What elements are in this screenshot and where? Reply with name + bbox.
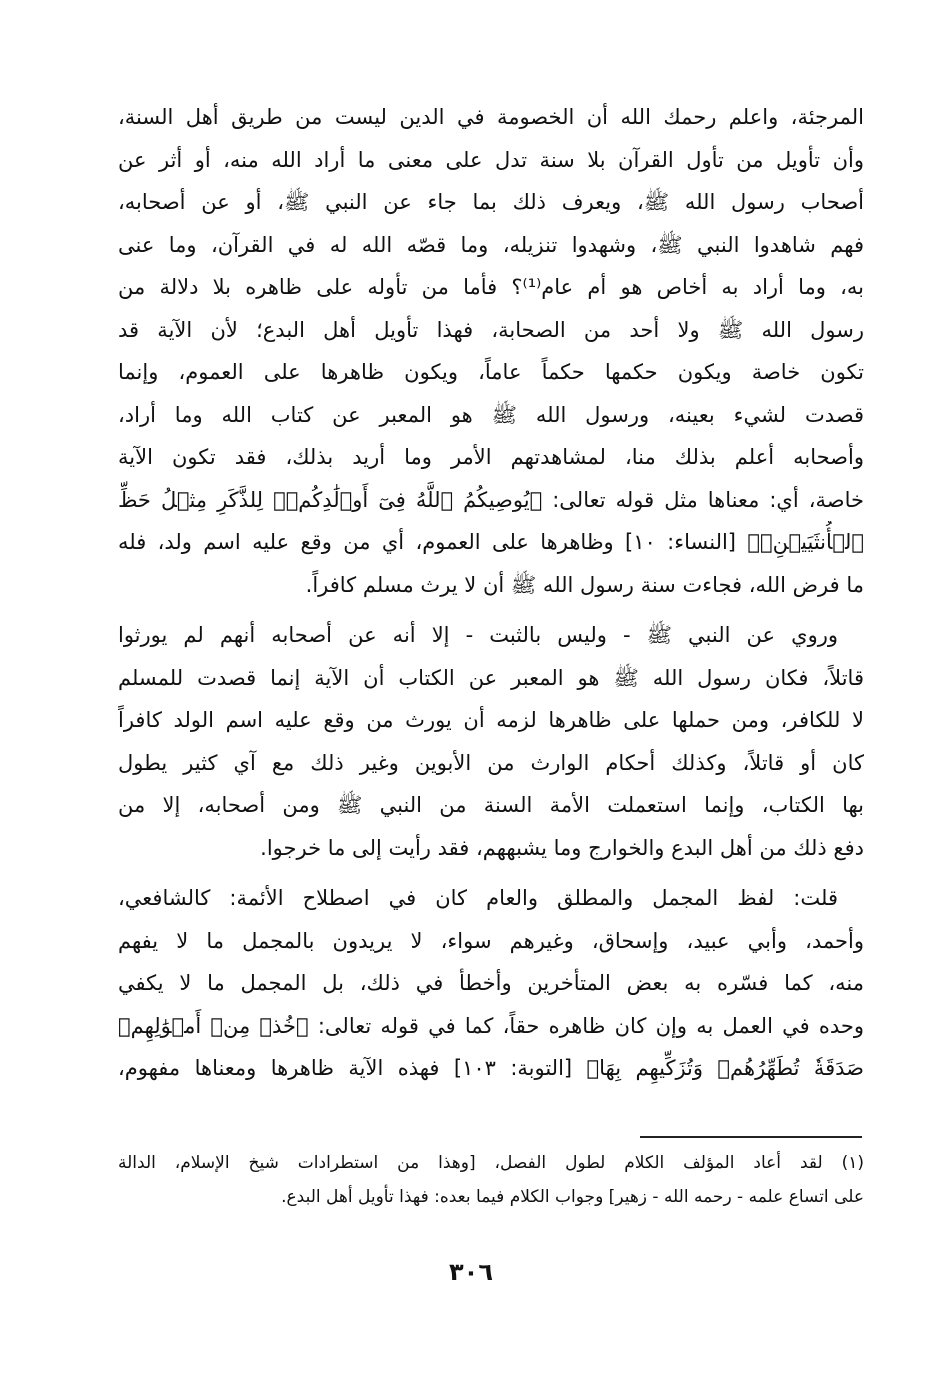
- text-line: وروي عن النبي ﷺ - وليس بالثبت - إلا أنه عن أصحابه أنهم لم يورثوا: [118, 623, 838, 647]
- text-line: وأصحابه أعلم بذلك منا، لمشاهدتهم الأمر وما أريد بذلك، فقد تكون الآية: [118, 445, 864, 469]
- quran-verse-line: ٱلۡأُنثَيَيۡنِۚ﴾ [النساء: ١٠] وظاهرها على العموم، أي من وقع عليه اسم ولد، فله: [118, 530, 864, 554]
- text-line: كان أو قاتلاً، وكذلك أحكام الوارث من الأبوين وغير ذلك مع آي كثير يطول: [118, 750, 864, 775]
- text-line: وأحمد، وأبي عبيد، وإسحاق، وغيرهم سواء، لا يريدون بالمجمل ما لا يفهم: [118, 928, 864, 953]
- footnote-line: على اتساع علمه - رحمه الله - زهير] وجواب الكلام فيما بعده: فهذا تأويل أهل البدع.: [281, 1187, 864, 1207]
- text-line: قلت: لفظ المجمل والمطلق والعام كان في اصطلاح الأئمة: كالشافعي،: [118, 886, 838, 910]
- page-body: [118, 96, 864, 1098]
- text-line: دفع ذلك من أهل البدع والخوارج وما يشبههم، فقد رأيت إلى ما خرجوا.: [260, 835, 864, 860]
- footnote-line: (١) لقد أعاد المؤلف الكلام لطول الفصل، [وهذا من استطرادات شيخ الإسلام، الدالة: [118, 1153, 864, 1173]
- paragraph-2: [118, 614, 864, 869]
- text-line: قاتلاً، فكان رسول الله ﷺ هو المعبر عن الكتاب أن الآية إنما قصدت للمسلم: [118, 665, 864, 690]
- text-line: المرجئة، واعلم رحمك الله أن الخصومة في الدين ليست من طريق أهل السنة،: [118, 105, 864, 129]
- text-line: رسول الله ﷺ ولا أحد من الصحابة، فهذا تأويل أهل البدع؛ لأن الآية قد: [118, 317, 864, 342]
- text-line: منه، كما فسّره به بعض المتأخرين وأخطأ في ذلك، بل المجمل ما لا يكفي: [118, 971, 864, 995]
- text-line: فهم شاهدوا النبي ﷺ، وشهدوا تنزيله، وما قصّه الله له في القرآن، وما عنى: [118, 232, 864, 257]
- quran-verse-line: وحده في العمل به وإن كان ظاهره حقاً، كما في قوله تعالى: ﴿خُذۡ مِنۡ أَمۡوَٰلِهِمۡ: [118, 1013, 864, 1038]
- quran-verse-line: صَدَقَةٗ تُطَهِّرُهُمۡ وَتُزَكِّيهِم بِهَا﴾ [التوبة: ١٠٣] فهذه الآية ظاهرها ومعناها مفهوم،: [118, 1056, 864, 1080]
- text-line: قصدت لشيء بعينه، ورسول الله ﷺ هو المعبر عن كتاب الله وما أراد،: [118, 402, 864, 427]
- footnotes: [118, 1146, 864, 1214]
- footnote-divider: [640, 1136, 862, 1138]
- text-line: ما فرض الله، فجاءت سنة رسول الله ﷺ أن لا يرث مسلم كافراً.: [305, 572, 864, 597]
- text-line: تكون خاصة ويكون حكمها حكماً عاماً، ويكون ظاهرها على العموم، وإنما: [118, 360, 864, 384]
- text-line: لا للكافر، ومن حملها على ظاهرها لزمه أن يورث من وقع عليه اسم الولد كافراً: [118, 708, 864, 732]
- text-line: بها الكتاب، وإنما استعملت الأمة السنة من النبي ﷺ ومن أصحابه، إلا من: [118, 793, 864, 817]
- paragraph-1: [118, 96, 864, 606]
- text-line: أصحاب رسول الله ﷺ، ويعرف ذلك بما جاء عن النبي ﷺ، أو عن أصحابه،: [118, 190, 864, 214]
- text-line: به، وما أراد به أخاص هو أم عام⁽¹⁾؟ فأما من تأوله على ظاهره بلا دلالة من: [118, 275, 864, 299]
- quran-verse-line: خاصة، أي: معناها مثل قوله تعالى: ﴿يُوصِيكُمُ ٱللَّهُ فِىٓ أَوۡلَٰدِكُمۡۖ لِلذَّكَرِ مِثۡلُ حَظِّ: [118, 487, 864, 512]
- page-number: ٣٠٦: [449, 1258, 493, 1286]
- paragraph-3: [118, 877, 864, 1090]
- text-line: وأن تأويل من تأول القرآن بلا سنة تدل على معنى ما أراد الله منه، أو أثر عن: [118, 147, 864, 172]
